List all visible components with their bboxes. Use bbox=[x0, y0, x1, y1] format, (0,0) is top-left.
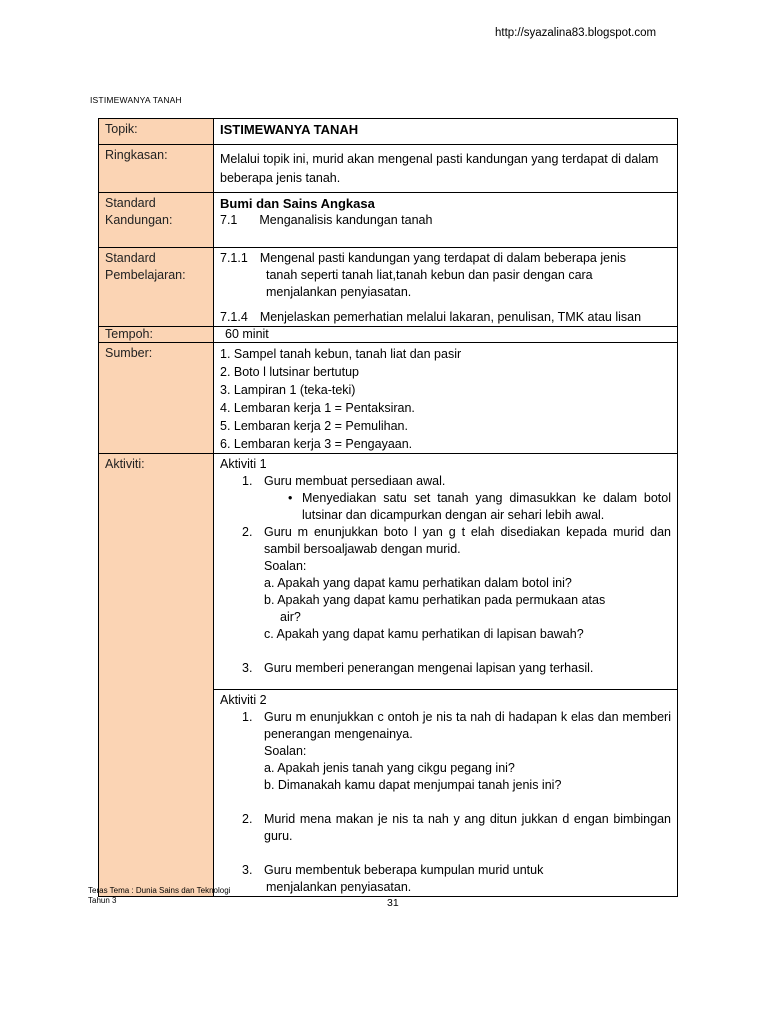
aktiviti-1-bullet: • Menyediakan satu set tanah yang dimasukkan ke dalam botol lutsinar dan dicampurkan dengan air sehari lebih awal. bbox=[288, 491, 671, 522]
document-header: ISTIMEWANYA TANAH bbox=[90, 95, 182, 105]
question-a: a. Apakah yang dapat kamu perhatikan dalam botol ini? bbox=[264, 576, 572, 590]
label-standard-kandungan: Standard Kandungan: bbox=[99, 193, 214, 248]
aktiviti-1-step-2: 2. Guru m enunjukkan boto l yan g t elah disediakan kepada murid dan sambil bersoaljawab dengan murid. bbox=[242, 525, 671, 556]
value-standard-pembelajaran: 7.1.1 Mengenal pasti kandungan yang terdapat di dalam beberapa jenis tanah seperti tanah liat,tanah kebun dan pasir dengan cara menjalankan penyiasatan. 7.1.4 Menjelaskan pemerhatian melalui lakaran, penulisan, TMK atau lisan bbox=[214, 248, 678, 327]
row-sumber bbox=[99, 343, 678, 454]
question-b: b. Apakah yang dapat kamu perhatikan pada permukaan atas bbox=[264, 593, 606, 607]
question-a: a. Apakah jenis tanah yang cikgu pegang ini? bbox=[264, 761, 515, 775]
label-topik: Topik: bbox=[99, 119, 214, 145]
kandungan-title: Bumi dan Sains Angkasa bbox=[220, 196, 375, 211]
sumber-item: 6. Lembaran kerja 3 = Pengayaan. bbox=[220, 437, 413, 451]
aktiviti-2-cell: Aktiviti 2 1. Guru m enunjukkan c ontoh je nis ta nah di hadapan k elas dan memberi penerangan mengenainya. Soalan: a. Apakah jenis tanah yang cikgu pegang ini? b. Dimanakah kamu dapat menjumpai tanah jenis ini? 2. Murid mena makan je nis ta nah y ang ditun jukkan d engan bimbingan guru. 3. Guru membentuk beberapa kumpulan murid untuk menjalankan penyiasatan. bbox=[214, 690, 678, 897]
aktiviti-2-step-1: 1. Guru m enunjukkan c ontoh je nis ta nah di hadapan k elas dan memberi penerangan mengenainya. bbox=[242, 710, 671, 741]
aktiviti-2-step-2: 2. Murid mena makan je nis ta nah y ang ditun jukkan d engan bimbingan guru. bbox=[242, 812, 671, 843]
sumber-item: 4. Lembaran kerja 1 = Pentaksiran. bbox=[220, 401, 415, 415]
label-tempoh: Tempoh: bbox=[99, 327, 214, 343]
question-b: b. Dimanakah kamu dapat menjumpai tanah jenis ini? bbox=[264, 778, 562, 792]
aktiviti-1-step-3: 3. Guru memberi penerangan mengenai lapisan yang terhasil. bbox=[242, 661, 594, 675]
row-topik bbox=[99, 119, 678, 145]
row-ringkasan bbox=[99, 145, 678, 193]
row-standard-pembelajaran bbox=[99, 248, 678, 327]
sumber-item: 1. Sampel tanah kebun, tanah liat dan pasir bbox=[220, 347, 462, 361]
label-aktiviti: Aktiviti: bbox=[99, 454, 214, 897]
row-tempoh bbox=[99, 327, 678, 343]
aktiviti-1-step-1: 1. Guru membuat persediaan awal. bbox=[242, 474, 446, 488]
label-sumber: Sumber: bbox=[99, 343, 214, 454]
row-aktiviti-1 bbox=[99, 454, 678, 690]
aktiviti-2-step-3: 3. Guru membentuk beberapa kumpulan murid untuk bbox=[242, 863, 544, 877]
value-ringkasan bbox=[214, 145, 678, 193]
value-topik bbox=[214, 119, 678, 145]
value-sumber bbox=[214, 343, 678, 454]
pembelajaran-item-2: 7.1.4 Menjelaskan pemerhatian melalui lakaran, penulisan, TMK atau lisan bbox=[220, 310, 642, 324]
question-c: c. Apakah yang dapat kamu perhatikan di lapisan bawah? bbox=[264, 627, 584, 641]
lesson-plan-table bbox=[98, 118, 678, 897]
value-standard-kandungan bbox=[214, 193, 678, 248]
bullet-icon: • bbox=[288, 491, 293, 505]
sumber-item: 2. Boto l lutsinar bertutup bbox=[220, 365, 359, 379]
aktiviti-1-title: Aktiviti 1 bbox=[220, 457, 267, 471]
pembelajaran-item-1: 7.1.1 Mengenal pasti kandungan yang terdapat di dalam beberapa jenis bbox=[220, 251, 627, 265]
label-ringkasan: Ringkasan: bbox=[99, 145, 214, 193]
row-standard-kandungan bbox=[99, 193, 678, 248]
aktiviti-1-cell: Aktiviti 1 1. Guru membuat persediaan awal. • Menyediakan satu set tanah yang dimasukkan ke dalam botol lutsinar dan dicampurkan dengan air sehari lebih awal. 2. Guru m enunjukkan boto l yan g t elah disediakan kepada murid dan sambil bersoaljawab dengan murid. Soalan: a. Apakah yang dapat kamu perhatikan dalam botol ini? b. Apakah yang dapat kamu perhatikan pada permukaan atas air? c. Apakah yang dapat kamu perhatikan di lapisan bawah? 3. Guru memberi penerangan mengenai lapisan yang terhasil. bbox=[214, 454, 678, 690]
value-tempoh: 60 minit bbox=[214, 327, 678, 343]
sumber-item: 5. Lembaran kerja 2 = Pemulihan. bbox=[220, 419, 408, 433]
blog-url[interactable]: http://syazalina83.blogspot.com bbox=[495, 27, 657, 39]
topic-title: ISTIMEWANYA TANAH bbox=[220, 122, 359, 137]
ringkasan-text: Melalui topik ini, murid akan mengenal pasti kandungan yang terdapat di dalam beberapa jenis tanah. bbox=[220, 152, 659, 185]
aktiviti-2-title: Aktiviti 2 bbox=[220, 693, 267, 707]
label-standard-pembelajaran: Standard Pembelajaran: bbox=[99, 248, 214, 327]
kandungan-item: 7.1 Menganalisis kandungan tanah bbox=[220, 213, 433, 227]
footer-theme: Teras Tema : Dunia Sains dan Teknologi Tahun 3 bbox=[88, 886, 231, 905]
page-number: 31 bbox=[387, 897, 399, 909]
sumber-item: 3. Lampiran 1 (teka-teki) bbox=[220, 383, 356, 397]
